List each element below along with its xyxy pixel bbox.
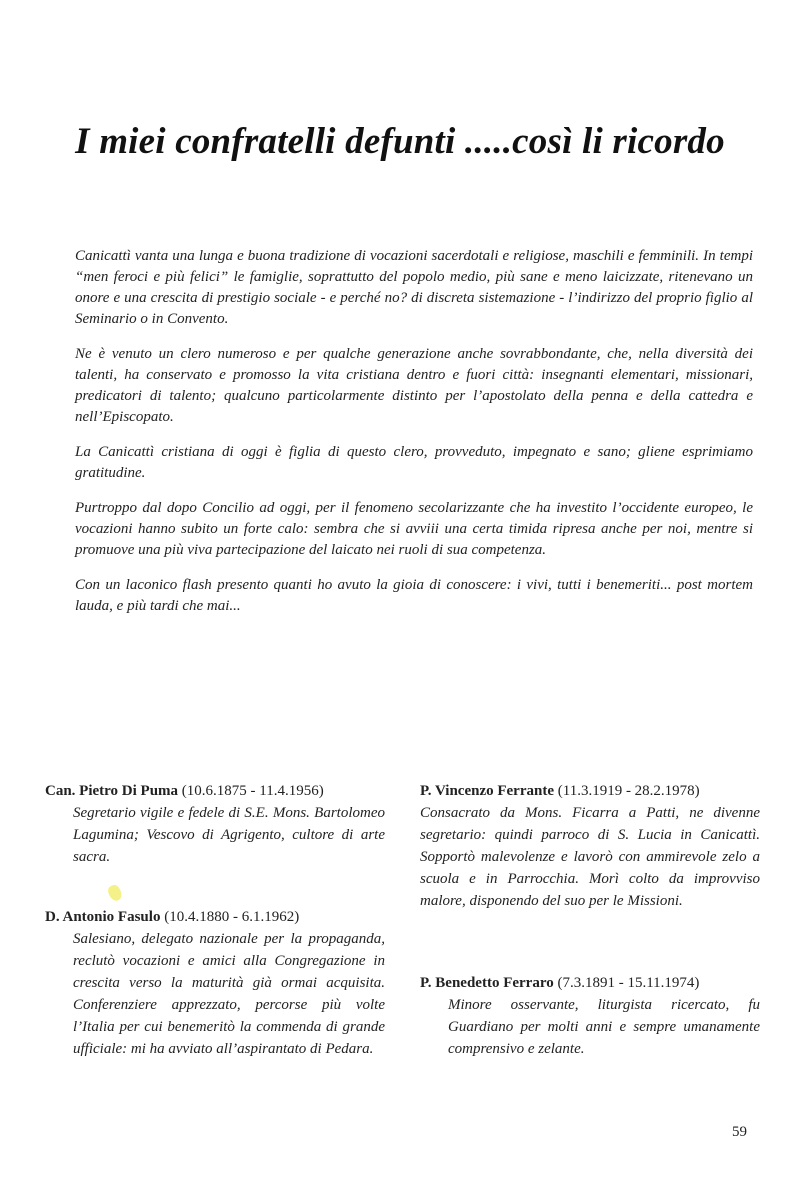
obituary-entry [420, 780, 760, 912]
entry-name: Can. Pietro Di Puma [45, 783, 179, 799]
obituary-entry [420, 972, 760, 1060]
entry-description: Consacrato da Mons. Ficarra a Patti, ne divenne segretario: quindi parroco di S. Lucia in Canicattì. Sopportò malevolenze e lavorò con ammirevole zelo a scuola e in Parrocchia. Morì colto da improvviso malore, disponendo del suo per le Missioni. [420, 805, 760, 909]
obituary-entry [45, 780, 385, 868]
intro-paragraph: Canicattì vanta una lunga e buona tradizione di vocazioni sacerdotali e religiose, maschili e femminili. In tempi “men feroci e più felici” le famiglie, soprattutto del popolo medio, più sane e meno laicizzate, ritenevano un onore e una crescita di prestigio sociale - e perché no? di discreta sistemazione - l’indirizzo del proprio figlio al Seminario o in Convento. [75, 248, 753, 327]
entry-description: Salesiano, delegato nazionale per la propaganda, reclutò vocazioni e amici alla Congregazione in crescita verso la maturità già ormai acquisita. Conferenziere apprezzato, percorse più volte l’Italia per cui benemeritò la commenda di grande ufficiale: mi ha avviato all’aspirantato di Pedara. [73, 931, 385, 1057]
entry-description: Segretario vigile e fedele di S.E. Mons. Bartolomeo Lagumina; Vescovo di Agrigento, cultore di arte sacra. [73, 805, 385, 865]
intro-paragraph: Purtroppo dal dopo Concilio ad oggi, per il fenomeno secolarizzante che ha investito l’occidente europeo, le vocazioni hanno subito un forte calo: sembra che si avviii una certa timida ripresa anche per noi, mentre si promuove una più viva partecipazione del laicato nei ruoli di sua competenza. [75, 500, 753, 558]
page-title: I miei confratelli defunti .....così li ricordo [75, 121, 725, 162]
entry-name: P. Vincenzo Ferrante [420, 783, 554, 799]
entry-dates: (11.3.1919 - 28.2.1978) [554, 783, 700, 799]
entry-heading [45, 906, 385, 928]
right-column [420, 780, 760, 1060]
left-column [45, 780, 385, 1060]
obituary-entry [45, 906, 385, 1060]
entry-name: D. Antonio Fasulo [45, 909, 161, 925]
entry-heading [45, 780, 385, 802]
intro-paragraph: Con un laconico flash presento quanti ho avuto la gioia di conoscere: i vivi, tutti i benemeriti... post mortem lauda, e più tardi che mai... [75, 577, 753, 614]
intro-text [75, 246, 753, 631]
entry-heading [420, 972, 760, 994]
entry-dates: (7.3.1891 - 15.11.1974) [553, 975, 700, 991]
entry-description: Minore osservante, liturgista ricercato, fu Guardiano per molti anni e sempre umanamente comprensivo e zelante. [448, 997, 760, 1057]
entry-dates: (10.4.1880 - 6.1.1962) [160, 909, 300, 925]
intro-paragraph: Ne è venuto un clero numeroso e per qualche generazione anche sovrabbondante, che, nella diversità dei talenti, ha conservato e promosso la vita cristiana dentro e fuori città: insegnanti elementari, missionari, predicatori di talento; qualcuno particolarmente distinto per l’apostolato della penna e della cattedra e nell’Episcopato. [75, 346, 753, 425]
entry-dates: (10.6.1875 - 11.4.1956) [178, 783, 324, 799]
intro-paragraph: La Canicattì cristiana di oggi è figlia di questo clero, provveduto, impegnato e sano; gliene esprimiamo gratitudine. [75, 444, 753, 481]
entry-name: P. Benedetto Ferraro [420, 975, 554, 991]
page-number: 59 [732, 1124, 747, 1140]
entry-heading [420, 780, 760, 802]
